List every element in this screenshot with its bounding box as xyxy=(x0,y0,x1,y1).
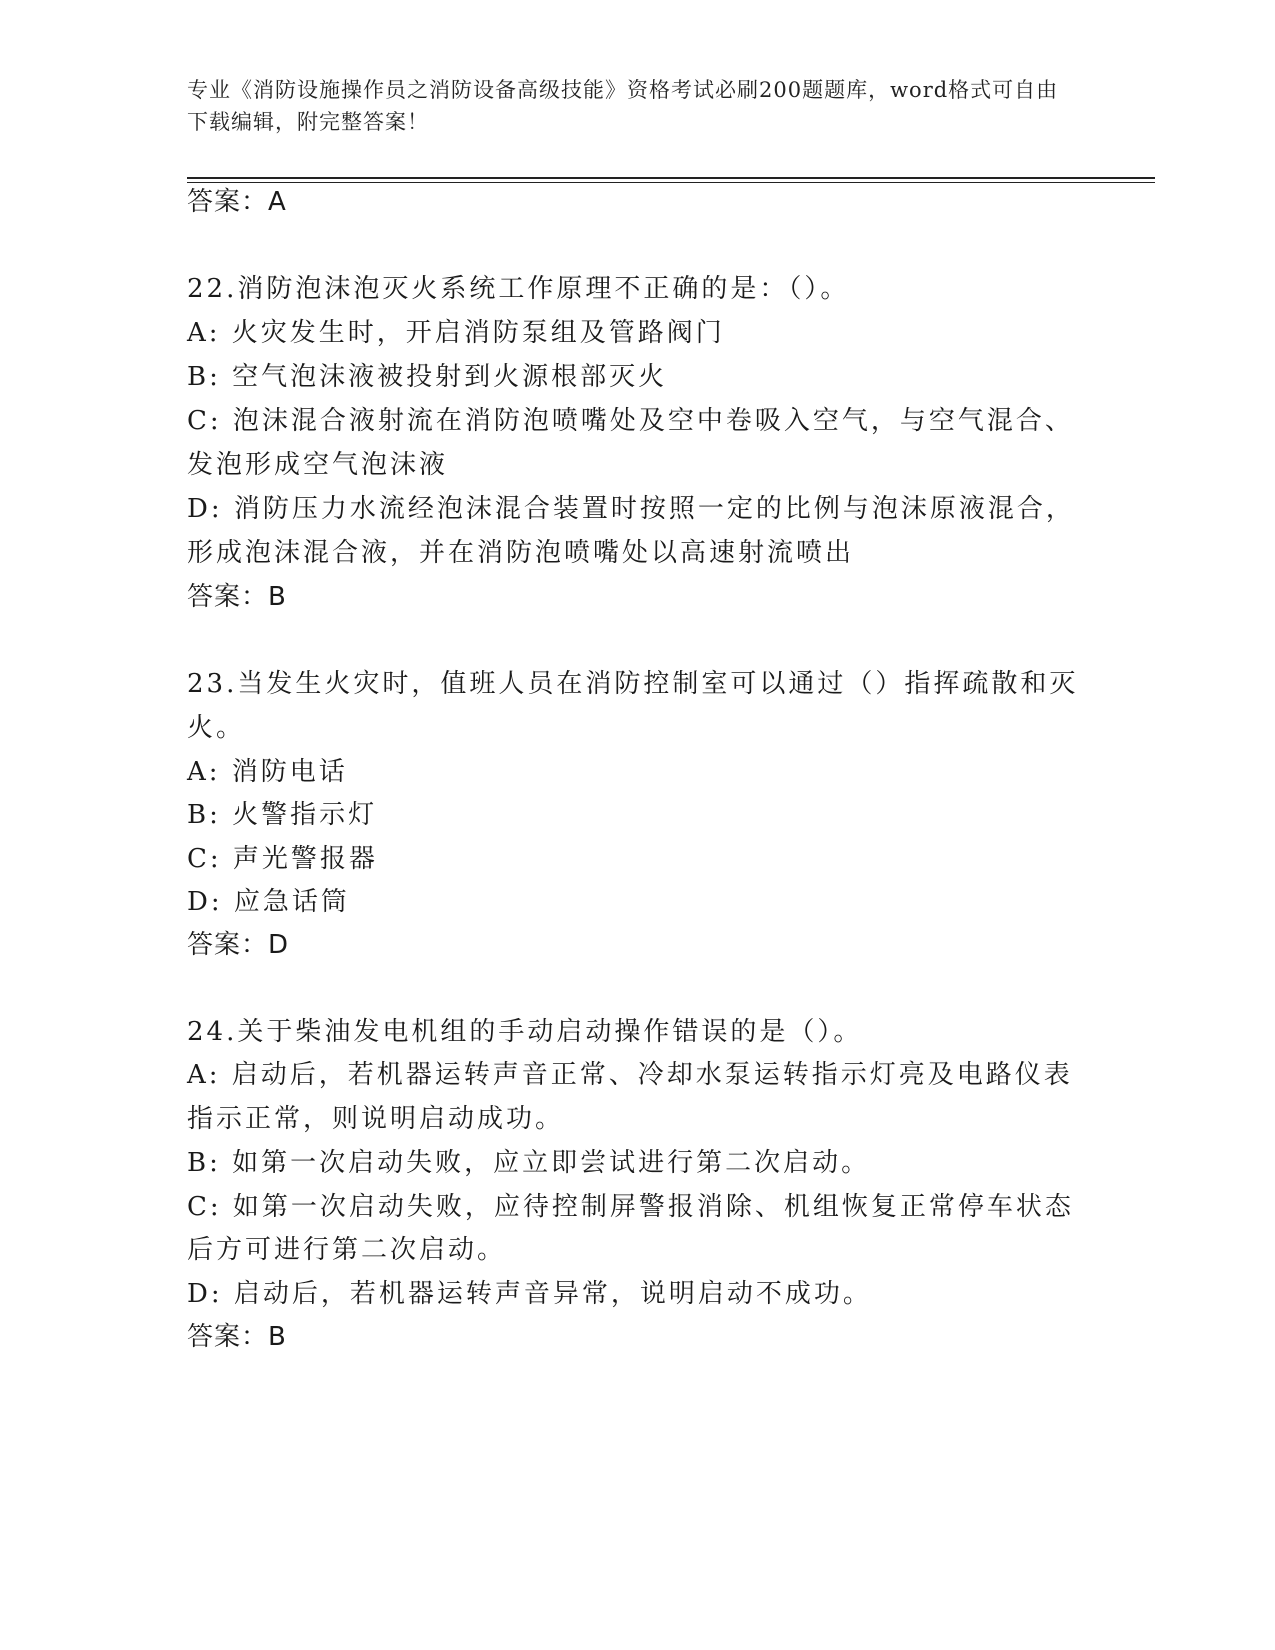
option-c-continued: 发泡形成空气泡沫液 xyxy=(187,450,449,480)
answer-line: 答案：B xyxy=(187,582,287,612)
option-a-continued: 指示正常，则说明启动成功。 xyxy=(187,1104,565,1134)
question-stem-continued: 火。 xyxy=(187,713,246,743)
option-b: B: 空气泡沫液被投射到火源根部灭火 xyxy=(187,362,668,392)
question-stem: 22.消防泡沫泡灭火系统工作原理不正确的是：（）。 xyxy=(187,274,850,304)
page-header: 专业《消防设施操作员之消防设备高级技能》资格考试必刷200题题库，word格式可自由下载编辑，附完整答案！ xyxy=(187,78,1059,134)
option-c: C: 声光警报器 xyxy=(187,844,378,874)
answer-line: 答案：D xyxy=(187,930,290,960)
option-b: B: 火警指示灯 xyxy=(187,800,378,830)
header-divider-thick xyxy=(187,177,1155,179)
option-d-continued: 形成泡沫混合液，并在消防泡喷嘴处以高速射流喷出 xyxy=(187,538,855,568)
option-c: C: 如第一次启动失败，应待控制屏警报消除、机组恢复正常停车状态 xyxy=(187,1192,1074,1222)
option-c-continued: 后方可进行第二次启动。 xyxy=(187,1235,507,1265)
option-c: C: 泡沫混合液射流在消防泡喷嘴处及空中卷吸入空气，与空气混合、 xyxy=(187,406,1074,436)
option-a: A: 启动后，若机器运转声音正常、冷却水泵运转指示灯亮及电路仪表 xyxy=(187,1060,1073,1090)
question-stem: 24.关于柴油发电机组的手动启动操作错误的是（）。 xyxy=(187,1017,863,1047)
answer-line: 答案：B xyxy=(187,1322,287,1352)
header-divider-thin xyxy=(187,182,1155,183)
option-d: D: 启动后，若机器运转声音异常，说明启动不成功。 xyxy=(187,1279,872,1309)
answer-line: 答案：A xyxy=(187,187,287,217)
question-stem: 23.当发生火灾时，值班人员在消防控制室可以通过（）指挥疏散和灭 xyxy=(187,669,1079,699)
option-a: A: 消防电话 xyxy=(187,757,348,787)
option-d: D: 应急话筒 xyxy=(187,887,350,917)
option-d: D: 消防压力水流经泡沫混合装置时按照一定的比例与泡沫原液混合， xyxy=(187,494,1075,524)
option-a: A: 火灾发生时，开启消防泵组及管路阀门 xyxy=(187,318,725,348)
option-b: B: 如第一次启动失败，应立即尝试进行第二次启动。 xyxy=(187,1148,871,1178)
